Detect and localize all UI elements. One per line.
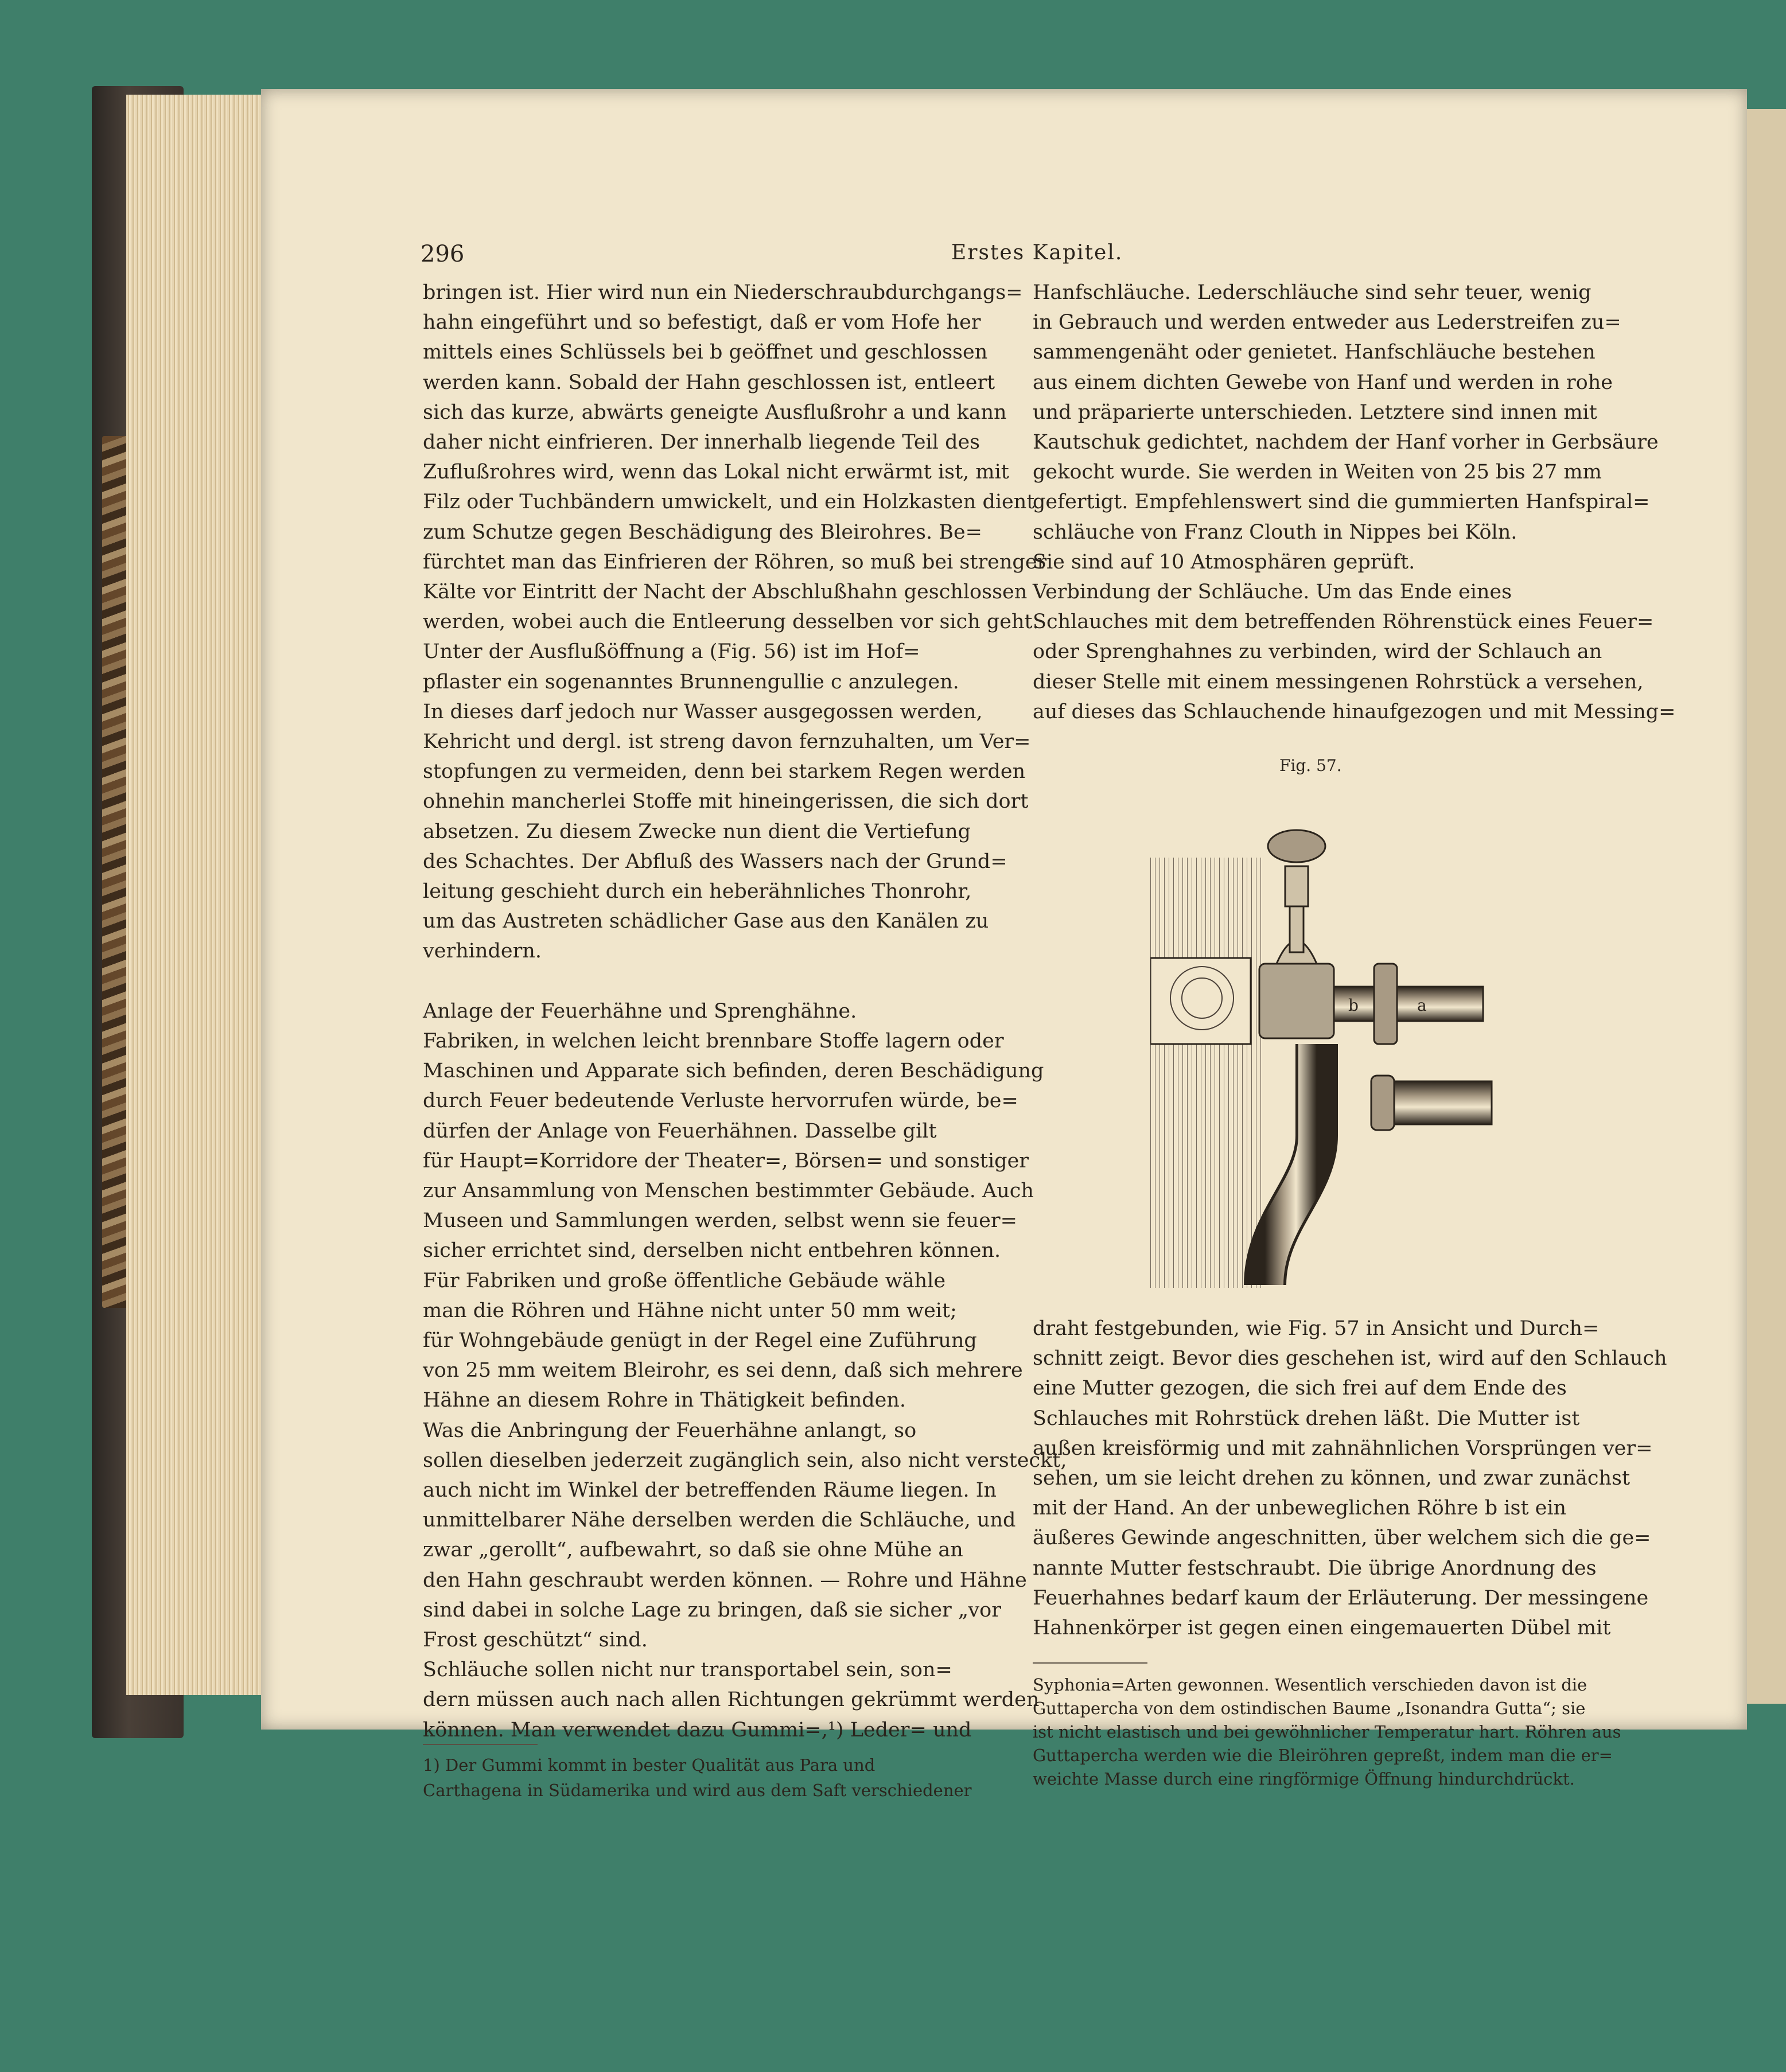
left-footnote-line: 1) Der Gummi kommt in bester Qualität aus Para und — [423, 1755, 876, 1775]
right-footnote-line: weichte Masse durch eine ringförmige Öffnung hindurchdrückt. — [1033, 1769, 1575, 1789]
right-column-top-line: Hanfschläuche. Lederschläuche sind sehr teuer, wenig — [1033, 281, 1592, 304]
left-column-line: sind dabei in solche Lage zu bringen, daß sie sicher „vor — [423, 1598, 1001, 1622]
right-column-top-line: gefertigt. Empfehlenswert sind die gummierten Hanfspiral= — [1033, 490, 1650, 514]
left-column-line: Schläuche sollen nicht nur transportabel sein, son= — [423, 1658, 952, 1682]
left-column-line: Für Fabriken und große öffentliche Gebäude wähle — [423, 1269, 946, 1292]
running-head: Erstes Kapitel. — [951, 241, 1123, 264]
left-column-line: sich das kurze, abwärts geneigte Ausflußrohr a und kann — [423, 400, 1007, 424]
right-footnote-line: Syphonia=Arten gewonnen. Wesentlich verschieden davon ist die — [1033, 1675, 1587, 1695]
page-number: 296 — [421, 241, 465, 267]
spare-nut — [1371, 1076, 1394, 1130]
left-column-line: zwar „gerollt“, aufbewahrt, so daß sie ohne Mühe an — [423, 1539, 963, 1562]
left-column-line: Unter der Ausflußöffnung a (Fig. 56) ist im Hof= — [423, 640, 920, 664]
left-column-line: Was die Anbringung der Feuerhähne anlangt, so — [423, 1419, 917, 1442]
right-column-top-line: Verbindung der Schläuche. Um das Ende eines — [1033, 581, 1512, 603]
left-column-line: von 25 mm weitem Bleirohr, es sei denn, daß sich mehrere — [423, 1359, 1023, 1382]
right-column-bottom-line: schnitt zeigt. Bevor dies geschehen ist, wird auf den Schlauch — [1033, 1347, 1667, 1370]
left-column-line: verhindern. — [423, 940, 542, 963]
left-column-line: für Wohngebäude genügt in der Regel eine Zuführung — [423, 1329, 977, 1352]
facing-page-edge — [1744, 109, 1786, 1704]
left-footnote-line: Carthagena in Südamerika und wird aus dem Saft verschiedener — [423, 1781, 972, 1800]
right-column-top-line: in Gebrauch und werden entweder aus Lederstreifen zu= — [1033, 311, 1621, 334]
left-column-line: man die Röhren und Hähne nicht unter 50 mm weit; — [423, 1299, 957, 1322]
left-column-line: In dieses darf jedoch nur Wasser ausgegossen werden, — [423, 700, 983, 723]
dowel-block — [1150, 958, 1251, 1044]
left-column-line: sicher errichtet sind, derselben nicht entbehren können. — [423, 1239, 1001, 1263]
left-column-line: Kehricht und dergl. ist streng davon fernzuhalten, um Ver= — [423, 730, 1031, 753]
left-column-line: fürchtet man das Einfrieren der Röhren, so muß bei strenger — [423, 550, 1047, 574]
left-column-line: daher nicht einfrieren. Der innerhalb liegende Teil des — [423, 431, 980, 454]
wall-section — [1150, 858, 1265, 1288]
right-column-bottom-line: Feuerhahnes bedarf kaum der Erläuterung. Der messingene — [1033, 1586, 1649, 1610]
left-column-line: absetzen. Zu diesem Zwecke nun dient die Vertiefung — [423, 820, 971, 843]
figure-caption: Fig. 57. — [1279, 756, 1342, 775]
valve-spindle — [1290, 901, 1303, 952]
left-column-line: zum Schutze gegen Beschädigung des Bleirohres. Be= — [423, 520, 983, 544]
left-column-line: Maschinen und Apparate sich befinden, deren Beschädigung — [423, 1060, 1044, 1083]
left-column-line: zur Ansammlung von Menschen bestimmter Gebäude. Auch — [423, 1179, 1034, 1202]
left-column-line: können. Man verwendet dazu Gummi=,¹) Leder= und — [423, 1718, 972, 1742]
footnote-rule-right — [1033, 1662, 1147, 1664]
left-column-line: werden kann. Sobald der Hahn geschlossen ist, entleert — [423, 371, 995, 394]
right-column-bottom-line: mit der Hand. An der unbeweglichen Röhre b ist ein — [1033, 1497, 1567, 1520]
left-column-line: Frost geschützt“ sind. — [423, 1629, 648, 1652]
left-column-line: werden, wobei auch die Entleerung desselben vor sich geht. — [423, 610, 1039, 634]
left-column-line: bringen ist. Hier wird nun ein Niederschraubdurchgangs= — [423, 281, 1023, 304]
left-column-line: pflaster ein sogenanntes Brunnengullie c anzulegen. — [423, 670, 959, 694]
right-footnote-line: ist nicht elastisch und bei gewöhnlicher Temperatur hart. Röhren aus — [1033, 1722, 1621, 1742]
left-column-line: Museen und Sammlungen werden, selbst wenn sie feuer= — [423, 1209, 1017, 1233]
hose-nut — [1374, 964, 1397, 1044]
label-b: b — [1348, 996, 1359, 1015]
valve-body — [1259, 964, 1334, 1038]
left-column-line: ohnehin mancherlei Stoffe mit hineingerissen, die sich dort — [423, 790, 1029, 813]
left-column-line: Kälte vor Eintritt der Nacht der Abschlußhahn geschlossen — [423, 581, 1028, 603]
left-column-line: des Schachtes. Der Abfluß des Wassers nach der Grund= — [423, 850, 1007, 873]
right-column-bottom-line: Schlauches mit Rohrstück drehen läßt. Die Mutter ist — [1033, 1407, 1580, 1430]
figure-57-fire-hydrant — [1150, 786, 1506, 1291]
left-column-line: um das Austreten schädlicher Gase aus den Kanälen zu — [423, 910, 989, 933]
right-column-top-line: oder Sprenghahnes zu verbinden, wird der Schlauch an — [1033, 640, 1602, 664]
left-column-line: durch Feuer bedeutende Verluste hervorrufen würde, be= — [423, 1089, 1018, 1113]
right-column-top-line: Kautschuk gedichtet, nachdem der Hanf vorher in Gerbsäure — [1033, 431, 1659, 454]
right-column-top-line: auf dieses das Schlauchende hinaufgezogen und mit Messing= — [1033, 700, 1676, 723]
right-column-top-line: sammengenäht oder genietet. Hanfschläuche bestehen — [1033, 341, 1596, 364]
right-column-top-line: dieser Stelle mit einem messingenen Rohrstück a versehen, — [1033, 670, 1644, 694]
right-column-top-line: Sie sind auf 10 Atmosphären geprüft. — [1033, 550, 1415, 574]
left-column-line: auch nicht im Winkel der betreffenden Räume liegen. In — [423, 1479, 997, 1502]
left-column-line: Hähne an diesem Rohre in Thätigkeit befinden. — [423, 1389, 906, 1412]
left-column-line: Anlage der Feuerhähne und Sprenghähne. — [423, 999, 857, 1023]
right-column-bottom-line: Hahnenkörper ist gegen einen eingemauerten Dübel mit — [1033, 1617, 1611, 1639]
page-edges — [126, 95, 270, 1695]
left-column-line: hahn eingeführt und so befestigt, daß er vom Hofe her — [423, 311, 981, 334]
left-column-line: Fabriken, in welchen leicht brennbare Stoffe lagern oder — [423, 1030, 1004, 1053]
left-column-line: den Hahn geschraubt werden können. — Rohre und Hähne — [423, 1568, 1027, 1592]
left-column-line: dern müssen auch nach allen Richtungen gekrümmt werden — [423, 1688, 1040, 1712]
right-column-bottom-line: eine Mutter gezogen, die sich frei auf dem Ende des — [1033, 1377, 1567, 1400]
right-column-top-line: gekocht wurde. Sie werden in Weiten von 25 bis 27 mm — [1033, 461, 1602, 484]
left-column-line: unmittelbarer Nähe derselben werden die Schläuche, und — [423, 1509, 1016, 1532]
left-column-line: dürfen der Anlage von Feuerhähnen. Dasselbe gilt — [423, 1119, 937, 1143]
hose-coupling — [1394, 1081, 1492, 1124]
valve-handle-knob — [1268, 830, 1325, 862]
left-column-line: stopfungen zu vermeiden, denn bei starkem Regen werden — [423, 760, 1026, 784]
right-column-top-line: Schlauches mit dem betreffenden Röhrenstück eines Feuer= — [1033, 610, 1654, 634]
left-column-line: leitung geschieht durch ein heberähnliches Thonrohr, — [423, 880, 972, 903]
left-column-line: für Haupt=Korridore der Theater=, Börsen= und sonstiger — [423, 1149, 1029, 1173]
footnote-rule-left — [423, 1744, 538, 1745]
right-column-top-line: schläuche von Franz Clouth in Nippes bei Köln. — [1033, 520, 1517, 544]
right-column-bottom-line: außen kreisförmig und mit zahnähnlichen Vorsprüngen ver= — [1033, 1436, 1653, 1460]
right-column-bottom-line: nannte Mutter festschraubt. Die übrige Anordnung des — [1033, 1556, 1597, 1580]
left-column-line: Zuflußrohres wird, wenn das Lokal nicht erwärmt ist, mit — [423, 461, 1009, 484]
left-column-line: mittels eines Schlüssels bei b geöffnet und geschlossen — [423, 341, 988, 364]
right-footnote-line: Guttapercha von dem ostindischen Baume „Isonandra Gutta“; sie — [1033, 1699, 1586, 1718]
left-column-line: Filz oder Tuchbändern umwickelt, und ein Holzkasten dient — [423, 490, 1035, 514]
label-a: a — [1417, 996, 1427, 1015]
right-column-top-line: aus einem dichten Gewebe von Hanf und werden in rohe — [1033, 371, 1613, 394]
right-footnote-line: Guttapercha werden wie die Bleiröhren gepreßt, indem man die er= — [1033, 1746, 1613, 1765]
right-column-bottom-line: sehen, um sie leicht drehen zu können, und zwar zunächst — [1033, 1467, 1631, 1490]
right-column-bottom-line: äußeres Gewinde angeschnitten, über welchem sich die ge= — [1033, 1526, 1651, 1550]
right-column-bottom-line: draht festgebunden, wie Fig. 57 in Ansicht und Durch= — [1033, 1317, 1600, 1340]
left-column-line: sollen dieselben jederzeit zugänglich sein, also nicht versteckt, — [423, 1448, 1067, 1472]
right-column-top-line: und präparierte unterschieden. Letztere sind innen mit — [1033, 400, 1597, 424]
